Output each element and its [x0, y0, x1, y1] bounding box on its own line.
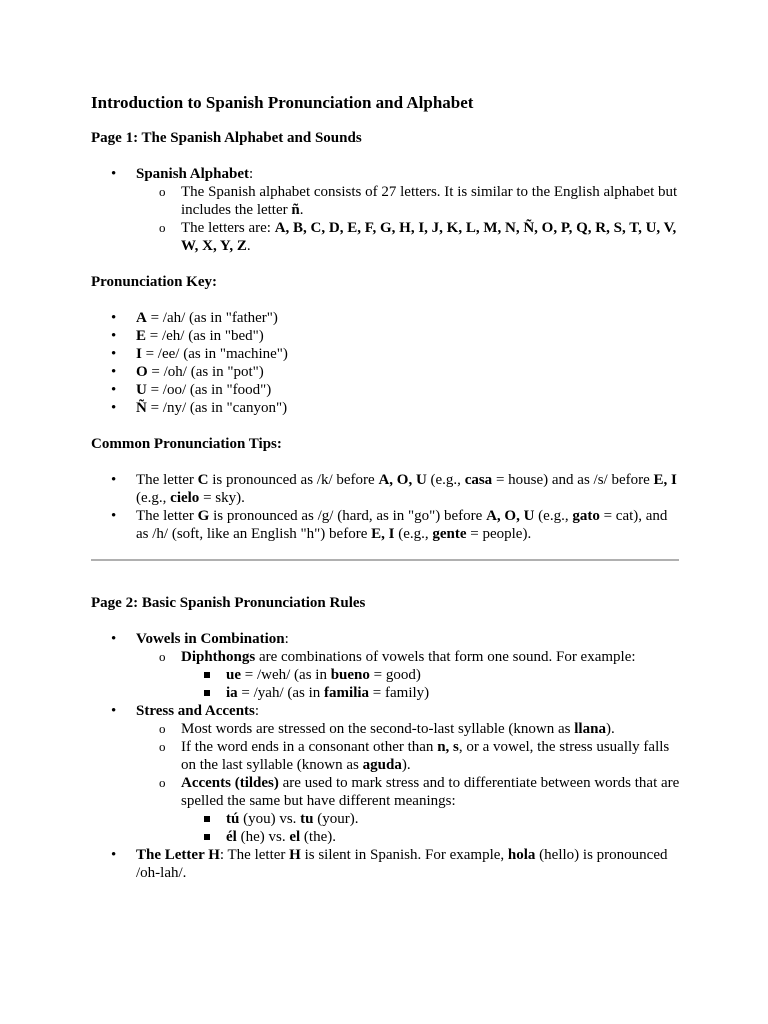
text: = house) and as /s/ before — [492, 472, 654, 488]
colon: : — [284, 631, 289, 647]
key-sound: = /oh/ (as in "pot") — [147, 364, 264, 380]
text: (hello) is pronounced /oh-lah/. — [136, 847, 668, 881]
text: The letter — [136, 508, 198, 524]
bold-text: llana — [574, 721, 606, 737]
key-letter: Ñ — [136, 400, 147, 416]
text: (e.g., — [426, 472, 465, 488]
key-letter: O — [136, 364, 148, 380]
text: If the word ends in a consonant other than — [181, 739, 438, 755]
pronunciation-tips-list — [91, 471, 681, 543]
text: = family) — [369, 685, 430, 701]
list-item — [181, 684, 681, 702]
pronunciation-key-list — [91, 309, 681, 417]
list-item — [91, 165, 681, 255]
text: ). — [605, 721, 615, 737]
letter-enye: ñ — [291, 202, 300, 218]
list-item — [91, 507, 681, 543]
text: The letter — [136, 472, 198, 488]
text: , or a vowel, the stress usually falls on the last syllable (known as — [181, 739, 670, 773]
text: (e.g., — [534, 508, 573, 524]
bold-text: H — [289, 847, 301, 863]
text: = people). — [466, 526, 532, 542]
list-item — [91, 345, 681, 363]
text: (e.g., — [136, 490, 171, 506]
text: is pronounced as /g/ (hard, as in "go") before — [209, 508, 487, 524]
bold-text: hola — [507, 847, 536, 863]
vowels-label: Vowels in Combination — [136, 631, 285, 647]
accent-examples — [181, 810, 681, 846]
list-item — [91, 309, 681, 327]
text: Most words are stressed on the second-to-last syllable (known as — [181, 721, 575, 737]
text: = good) — [369, 667, 421, 683]
bold-text: Accents (tildes) — [181, 775, 279, 791]
text: are combinations of vowels that form one sound. For example: — [255, 649, 636, 665]
pronunciation-key-heading: Pronunciation Key: — [91, 274, 217, 290]
key-sound: = /ny/ (as in "canyon") — [146, 400, 288, 416]
text: is silent in Spanish. For example, — [300, 847, 508, 863]
letters-prefix: The letters are: — [181, 220, 275, 236]
bold-text: bueno — [330, 667, 370, 683]
bold-text: el — [289, 829, 301, 845]
colon: : — [248, 166, 254, 182]
list-item — [91, 363, 681, 381]
list-item — [181, 828, 681, 846]
bold-text: C — [197, 472, 209, 488]
list-item — [91, 381, 681, 399]
document-content — [91, 93, 681, 900]
bold-text: aguda — [362, 757, 402, 773]
document-title: Introduction to Spanish Pronunciation and Alphabet — [91, 93, 474, 112]
diphthong-examples — [181, 666, 681, 702]
key-sound: = /ah/ (as in "father") — [146, 310, 278, 326]
key-letter: A — [136, 310, 147, 326]
bold-text: familia — [324, 685, 370, 701]
letters-list: A, B, C, D, E, F, G, H, I, J, K, L, M, N, Ñ, O, P, Q, R, S, T, U, V, W, X, Y, Z — [181, 220, 677, 254]
alphabet-list — [91, 165, 681, 255]
text: ). — [401, 757, 411, 773]
list-item — [181, 810, 681, 828]
key-sound: = /eh/ (as in "bed") — [146, 328, 264, 344]
text: : The letter — [219, 847, 290, 863]
text: is pronounced as /k/ before — [208, 472, 379, 488]
key-sound: = /oo/ (as in "food") — [146, 382, 272, 398]
list-item — [91, 702, 681, 846]
stress-label: Stress and Accents — [136, 703, 255, 719]
bold-text: n, s — [437, 739, 459, 755]
bold-text: gato — [572, 508, 600, 524]
bold-text: gente — [432, 526, 467, 542]
text: = cat), and as /h/ (soft, like an English "h") before — [136, 508, 668, 542]
bold-text: A, O, U — [378, 472, 427, 488]
text: (you) vs. — [239, 811, 301, 827]
page1-heading: Page 1: The Spanish Alphabet and Sounds — [91, 130, 362, 146]
text: are used to mark stress and to differentiate between words that are spelled the same but have different meanings: — [181, 775, 680, 809]
alphabet-label: Spanish Alphabet — [136, 166, 249, 182]
punctuation: . — [299, 202, 304, 218]
bold-text: ue — [226, 667, 241, 683]
bold-text: tu — [300, 811, 314, 827]
list-item — [136, 648, 681, 702]
bold-text: E, I — [371, 526, 395, 542]
text: = /yah/ (as in — [237, 685, 325, 701]
rules-list — [91, 630, 681, 882]
text: (e.g., — [394, 526, 433, 542]
list-item — [91, 471, 681, 507]
list-item — [91, 327, 681, 345]
letter-h-label: The Letter H — [136, 847, 220, 863]
colon: : — [254, 703, 260, 719]
list-item — [136, 720, 681, 738]
list-item — [136, 774, 681, 846]
text: (he) vs. — [236, 829, 290, 845]
bold-text: casa — [464, 472, 493, 488]
page2-heading: Page 2: Basic Spanish Pronunciation Rules — [91, 595, 366, 611]
pronunciation-tips-heading: Common Pronunciation Tips: — [91, 436, 282, 452]
bold-text: E, I — [653, 472, 677, 488]
key-letter: E — [136, 328, 147, 344]
list-item — [91, 399, 681, 417]
alphabet-description: The Spanish alphabet consists of 27 letters. It is similar to the English alphabet but includes the letter — [181, 184, 678, 218]
key-sound: = /ee/ (as in "machine") — [141, 346, 288, 362]
bold-text: tú — [226, 811, 240, 827]
list-item — [136, 219, 681, 255]
stress-sublist — [136, 720, 681, 846]
punctuation: . — [246, 238, 251, 254]
text: = sky). — [199, 490, 245, 506]
list-item — [136, 738, 681, 774]
page-divider — [91, 559, 679, 561]
key-letter: I — [136, 346, 142, 362]
alphabet-sublist — [136, 183, 681, 255]
bold-text: él — [226, 829, 237, 845]
text: (your). — [313, 811, 359, 827]
list-item — [91, 630, 681, 702]
text: = /weh/ (as in — [241, 667, 331, 683]
vowels-sublist — [136, 648, 681, 702]
text: (the). — [300, 829, 336, 845]
key-letter: U — [136, 382, 147, 398]
list-item — [181, 666, 681, 684]
list-item — [91, 846, 681, 882]
diphthongs-label: Diphthongs — [181, 649, 256, 665]
list-item — [136, 183, 681, 219]
bold-text: G — [197, 508, 210, 524]
bold-text: cielo — [170, 490, 200, 506]
bold-text: ia — [226, 685, 238, 701]
bold-text: A, O, U — [486, 508, 535, 524]
